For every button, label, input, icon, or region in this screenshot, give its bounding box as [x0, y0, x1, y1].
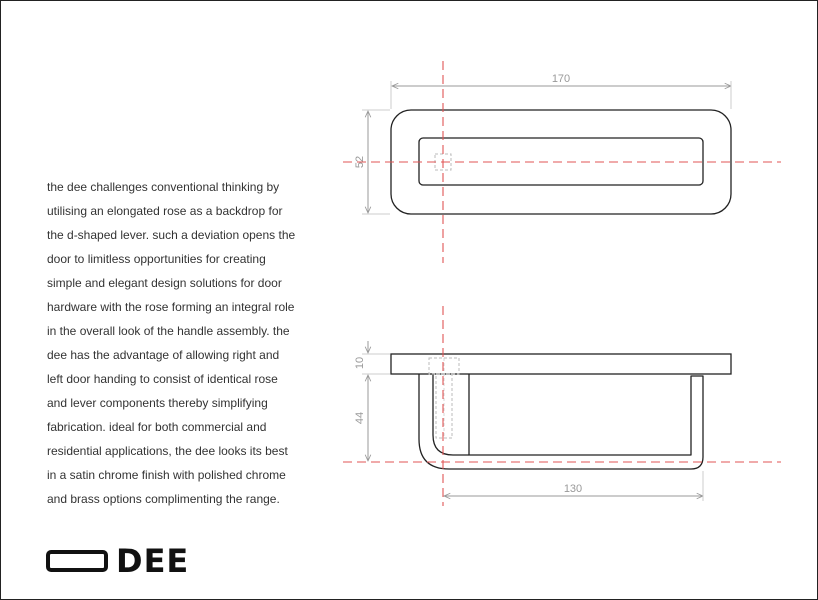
logo-text: DEE: [116, 542, 190, 580]
description-line: dee has the advantage of allowing right and: [47, 348, 280, 362]
description-line: utilising an elongated rose as a backdrop for: [47, 204, 283, 218]
description-line: in a satin chrome finish with polished chrome: [47, 468, 286, 482]
rose-profile: [391, 354, 731, 374]
dimension-label-lever-depth: 44: [354, 411, 366, 425]
description-line: hardware with the rose forming an integral role: [47, 300, 295, 314]
dimension-label-rose-thickness: 10: [354, 356, 366, 370]
description-line: door to limitless opportunities for creating: [47, 252, 266, 266]
side-view: [343, 306, 781, 506]
description-line: the dee challenges conventional thinking by: [47, 180, 280, 194]
description-line: and lever components thereby simplifying: [47, 396, 268, 410]
description-line: fabrication. ideal for both commercial and: [47, 420, 267, 434]
description-line: residential applications, the dee looks its best: [47, 444, 288, 458]
description-line: simple and elegant design solutions for door: [47, 276, 282, 290]
description-line: left door handing to consist of identical rose: [47, 372, 278, 386]
description-line: the d-shaped lever. such a deviation opens the: [47, 228, 296, 242]
top-view: [343, 61, 781, 263]
dimension-label-lever-width: 130: [563, 483, 583, 495]
description-line: in the overall look of the handle assembly. the: [47, 324, 290, 338]
description-line: and brass options complimenting the range.: [47, 492, 280, 506]
lever-inner-edge: [433, 374, 469, 455]
technical-drawing: [1, 1, 817, 599]
dimension-label-width: 170: [551, 73, 571, 85]
dimension-label-height: 52: [354, 155, 366, 169]
